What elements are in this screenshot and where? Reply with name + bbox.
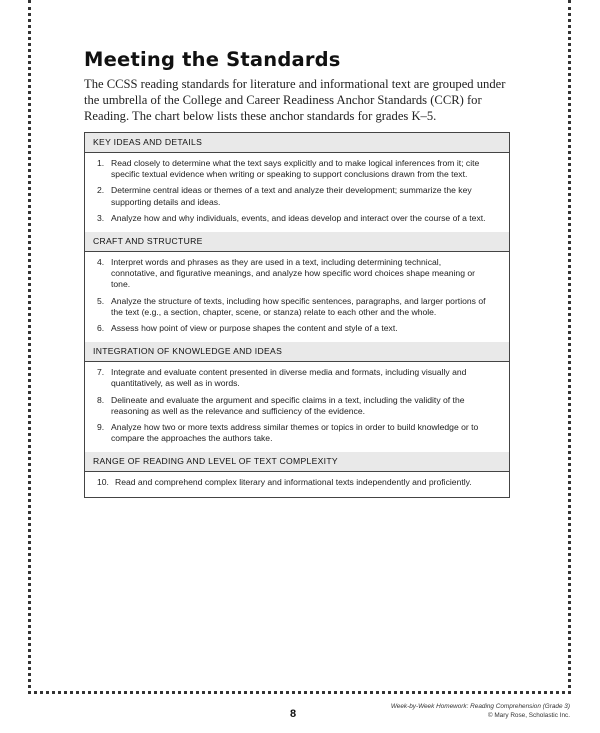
item-number: 4. — [97, 257, 105, 268]
item-number: 8. — [97, 394, 105, 405]
item-text: Analyze how two or more texts address similar themes or topics in order to build knowledge or to compare the approaches the authors take. — [111, 422, 479, 444]
book-title: Week-by-Week Homework: Reading Comprehension (Grade 3) — [390, 703, 570, 710]
section-body — [85, 472, 509, 496]
section-craft-structure — [85, 232, 509, 342]
item-number: 10. — [97, 477, 109, 488]
standard-item — [97, 158, 487, 180]
section-header: INTEGRATION OF KNOWLEDGE AND IDEAS — [85, 342, 509, 362]
standard-item — [97, 323, 487, 334]
standard-item — [97, 185, 487, 207]
standard-item — [97, 213, 487, 224]
standards-table — [84, 132, 510, 498]
page-number: 8 — [290, 708, 297, 720]
section-range-complexity — [85, 452, 509, 496]
section-header: RANGE OF READING AND LEVEL OF TEXT COMPLEXITY — [85, 452, 509, 472]
standard-item — [97, 422, 487, 444]
standard-item — [97, 257, 487, 291]
item-number: 2. — [97, 185, 105, 196]
intro-paragraph: The CCSS reading standards for literature and informational text are grouped under the umbrella of the College and Career Readiness Anchor Standards (CCR) for Reading. The chart below lists these anchor standards for grades K–5. — [84, 77, 506, 123]
item-text: Integrate and evaluate content presented in diverse media and formats, including visually and quantitatively, as well as in words. — [111, 367, 467, 389]
item-number: 7. — [97, 367, 105, 378]
standard-item — [97, 395, 487, 417]
footer-credit — [391, 703, 570, 720]
item-text: Delineate and evaluate the argument and specific claims in a text, including the validity of the reasoning as well as the relevance and sufficiency of the evidence. — [111, 394, 465, 416]
item-text: Interpret words and phrases as they are used in a text, including determining technical, connotative, and figurative meanings, and analyze how specific word choices shape meaning or tone. — [111, 257, 476, 290]
item-number: 6. — [97, 323, 105, 334]
standard-item — [97, 477, 487, 488]
page-title: Meeting the Standards — [84, 48, 341, 71]
section-header: KEY IDEAS AND DETAILS — [85, 133, 509, 153]
section-body — [85, 153, 509, 232]
section-body — [85, 252, 509, 342]
section-body — [85, 362, 509, 452]
item-text: Assess how point of view or purpose shapes the content and style of a text. — [111, 323, 398, 334]
item-number: 5. — [97, 295, 105, 306]
item-number: 9. — [97, 422, 105, 433]
standard-item — [97, 296, 487, 318]
section-integration — [85, 342, 509, 452]
item-text: Analyze the structure of texts, including how specific sentences, paragraphs, and larger portions of the text (e.g., a section, chapter, scene, or stanza) relate to each other and the whole. — [111, 295, 486, 317]
item-text: Read closely to determine what the text says explicitly and to make logical inferences from it; cite specific textual evidence when writing or speaking to support conclusions drawn from the text. — [111, 158, 480, 180]
item-text: Determine central ideas or themes of a text and analyze their development; summarize the key supporting details and ideas. — [111, 185, 472, 207]
standard-item — [97, 367, 487, 389]
section-header: CRAFT AND STRUCTURE — [85, 232, 509, 252]
item-text: Analyze how and why individuals, events, and ideas develop and interact over the course of a text. — [111, 212, 486, 223]
item-number: 3. — [97, 212, 105, 223]
copyright: © Mary Rose, Scholastic Inc. — [487, 711, 570, 719]
section-key-ideas — [85, 133, 509, 232]
item-text: Read and comprehend complex literary and informational texts independently and proficiently. — [115, 477, 472, 488]
item-number: 1. — [97, 158, 105, 168]
